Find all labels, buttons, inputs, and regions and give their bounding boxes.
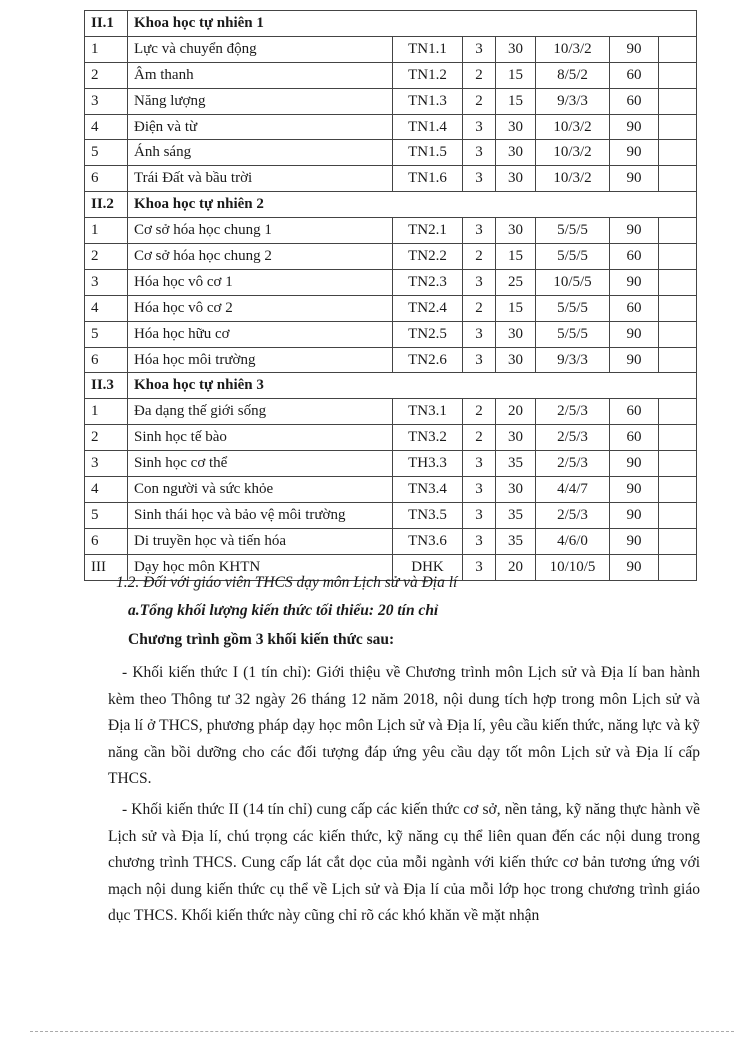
paragraph-block-ii: - Khối kiến thức II (14 tín chỉ) cung cấp các kiến thức cơ sở, nền tảng, kỹ năng thực hành về Lịch sử và Địa lí, chú trọng các kiến thức, kỹ năng cụ thể liên quan đến các nội dung trong chương trình THCS. Cung cấp lát cắt dọc của mỗi ngành với kiến thức cơ bản tương ứng với mạch nội dung kiến thức cụ thể về Lịch sử và Địa lí của mỗi lớp học trong chương trình giáo dục THCS. Khối kiến thức này cũng chỉ rõ các khó khăn về mặt nhận [108, 800, 700, 925]
hours-distribution: 4/4/7 [536, 477, 610, 503]
hours-distribution: 10/3/2 [536, 140, 610, 166]
row-number: 2 [85, 62, 128, 88]
row-number: 6 [85, 166, 128, 192]
credits: 2 [463, 399, 496, 425]
course-code: TH3.3 [393, 451, 463, 477]
section-heading-b: Chương trình gồm 3 khối kiến thức sau: [128, 631, 395, 648]
table-row [85, 218, 697, 244]
total-hours: 90 [610, 140, 659, 166]
course-code: TN2.2 [393, 244, 463, 270]
table-row [85, 451, 697, 477]
table-row [85, 88, 697, 114]
hours-distribution: 5/5/5 [536, 218, 610, 244]
hours-distribution: 10/5/5 [536, 269, 610, 295]
hours-distribution: 9/3/3 [536, 88, 610, 114]
hours: 30 [496, 425, 536, 451]
row-number: 6 [85, 347, 128, 373]
course-name: Cơ sở hóa học chung 1 [128, 218, 393, 244]
total-hours: 90 [610, 451, 659, 477]
course-code: TN1.6 [393, 166, 463, 192]
row-number: 2 [85, 425, 128, 451]
row-number: 5 [85, 140, 128, 166]
section-row [85, 192, 697, 218]
course-name: Đa dạng thế giới sống [128, 399, 393, 425]
total-hours: 90 [610, 166, 659, 192]
course-code: TN3.1 [393, 399, 463, 425]
hours: 20 [496, 554, 536, 580]
empty-cell [659, 425, 697, 451]
total-hours: 60 [610, 88, 659, 114]
course-name: Dạy học môn KHTN [128, 554, 393, 580]
table-row [85, 425, 697, 451]
section-code: II.1 [85, 11, 128, 37]
course-code: DHK [393, 554, 463, 580]
hours-distribution: 10/3/2 [536, 36, 610, 62]
subheading: 1.2. Đối với giáo viên THCS dạy môn Lịch sử và Địa lí [116, 574, 458, 591]
total-hours: 60 [610, 399, 659, 425]
row-number: 3 [85, 88, 128, 114]
empty-cell [659, 114, 697, 140]
table-row [85, 140, 697, 166]
section-row [85, 373, 697, 399]
credits: 3 [463, 477, 496, 503]
course-name: Hóa học môi trường [128, 347, 393, 373]
hours-distribution: 5/5/5 [536, 321, 610, 347]
empty-cell [659, 269, 697, 295]
paragraph-block-i: - Khối kiến thức I (1 tín chỉ): Giới thiệu về Chương trình môn Lịch sử và Địa lí ban hành kèm theo Thông tư 32 ngày 26 tháng 12 năm 2018, nội dung tích hợp trong môn Lịch sử và Địa lí ở THCS, phương pháp dạy học môn Lịch sử và Địa lí, yêu cầu kiến thức, năng lực và kỹ năng cần bồi dưỡng cho các đối tượng đáp ứng yêu cầu dạy tốt môn Lịch sử và Địa lí cấp THCS. [108, 664, 700, 788]
hours-distribution: 8/5/2 [536, 62, 610, 88]
credits: 2 [463, 244, 496, 270]
hours: 30 [496, 114, 536, 140]
empty-cell [659, 140, 697, 166]
hours-distribution: 10/3/2 [536, 114, 610, 140]
empty-cell [659, 477, 697, 503]
hours-distribution: 2/5/3 [536, 399, 610, 425]
hours-distribution: 2/5/3 [536, 425, 610, 451]
section-code: II.2 [85, 192, 128, 218]
hours: 15 [496, 244, 536, 270]
course-code: TN1.5 [393, 140, 463, 166]
hours: 30 [496, 36, 536, 62]
empty-cell [659, 36, 697, 62]
row-number: 1 [85, 399, 128, 425]
row-number: 2 [85, 244, 128, 270]
hours: 30 [496, 347, 536, 373]
course-name: Hóa học vô cơ 2 [128, 295, 393, 321]
hours: 30 [496, 321, 536, 347]
row-number: 4 [85, 477, 128, 503]
section-heading-a: a.Tổng khối lượng kiến thức tối thiểu: 20 tín chỉ [128, 602, 439, 619]
credits: 3 [463, 36, 496, 62]
empty-cell [659, 451, 697, 477]
table-row [85, 399, 697, 425]
course-code: TN2.4 [393, 295, 463, 321]
hours-distribution: 4/6/0 [536, 528, 610, 554]
table-row [85, 502, 697, 528]
table-row [85, 166, 697, 192]
course-name: Ánh sáng [128, 140, 393, 166]
course-name: Con người và sức khỏe [128, 477, 393, 503]
empty-cell [659, 528, 697, 554]
hours: 15 [496, 88, 536, 114]
table-row [85, 295, 697, 321]
course-code: TN2.6 [393, 347, 463, 373]
total-hours: 90 [610, 321, 659, 347]
credits: 3 [463, 502, 496, 528]
page-bottom-rule [30, 1031, 734, 1032]
course-name: Hóa học vô cơ 1 [128, 269, 393, 295]
table-row [85, 114, 697, 140]
table-row [85, 528, 697, 554]
credits: 2 [463, 425, 496, 451]
credits: 2 [463, 62, 496, 88]
total-hours: 90 [610, 36, 659, 62]
total-hours: 90 [610, 218, 659, 244]
section-title: Khoa học tự nhiên 3 [128, 373, 697, 399]
credits: 3 [463, 528, 496, 554]
row-number: 1 [85, 218, 128, 244]
total-hours: 90 [610, 554, 659, 580]
total-hours: 90 [610, 114, 659, 140]
hours-distribution: 9/3/3 [536, 347, 610, 373]
total-hours: 90 [610, 502, 659, 528]
body-text [108, 573, 700, 930]
course-code: TN3.2 [393, 425, 463, 451]
course-code: TN1.4 [393, 114, 463, 140]
total-hours: 60 [610, 62, 659, 88]
curriculum-table [84, 10, 697, 581]
hours: 15 [496, 295, 536, 321]
section-title: Khoa học tự nhiên 1 [128, 11, 697, 37]
course-code: TN3.4 [393, 477, 463, 503]
course-code: TN1.2 [393, 62, 463, 88]
course-code: TN1.1 [393, 36, 463, 62]
row-number: 4 [85, 114, 128, 140]
row-number: 3 [85, 451, 128, 477]
course-name: Lực và chuyển động [128, 36, 393, 62]
course-name: Âm thanh [128, 62, 393, 88]
hours: 15 [496, 62, 536, 88]
row-number: 4 [85, 295, 128, 321]
course-name: Điện và từ [128, 114, 393, 140]
hours-distribution: 2/5/3 [536, 502, 610, 528]
total-hours: 90 [610, 528, 659, 554]
table-row [85, 244, 697, 270]
course-code: TN1.3 [393, 88, 463, 114]
hours: 30 [496, 218, 536, 244]
empty-cell [659, 295, 697, 321]
course-code: TN2.5 [393, 321, 463, 347]
hours: 35 [496, 451, 536, 477]
total-hours: 90 [610, 269, 659, 295]
section-row [85, 11, 697, 37]
hours-distribution: 2/5/3 [536, 451, 610, 477]
hours-distribution: 5/5/5 [536, 295, 610, 321]
section-code: II.3 [85, 373, 128, 399]
empty-cell [659, 502, 697, 528]
credits: 2 [463, 88, 496, 114]
course-name: Sinh thái học và bảo vệ môi trường [128, 502, 393, 528]
credits: 3 [463, 140, 496, 166]
credits: 3 [463, 269, 496, 295]
table-row [85, 269, 697, 295]
credits: 3 [463, 218, 496, 244]
empty-cell [659, 244, 697, 270]
credits: 3 [463, 554, 496, 580]
hours: 30 [496, 140, 536, 166]
course-name: Năng lượng [128, 88, 393, 114]
empty-cell [659, 62, 697, 88]
hours-distribution: 10/3/2 [536, 166, 610, 192]
table-row [85, 347, 697, 373]
table-row [85, 62, 697, 88]
row-number: III [85, 554, 128, 580]
hours: 25 [496, 269, 536, 295]
row-number: 6 [85, 528, 128, 554]
empty-cell [659, 218, 697, 244]
empty-cell [659, 166, 697, 192]
hours: 35 [496, 528, 536, 554]
hours: 35 [496, 502, 536, 528]
course-code: TN3.5 [393, 502, 463, 528]
hours: 30 [496, 477, 536, 503]
course-name: Hóa học hữu cơ [128, 321, 393, 347]
course-name: Sinh học cơ thể [128, 451, 393, 477]
table-row [85, 477, 697, 503]
credits: 3 [463, 114, 496, 140]
empty-cell [659, 399, 697, 425]
course-code: TN2.3 [393, 269, 463, 295]
empty-cell [659, 88, 697, 114]
credits: 3 [463, 347, 496, 373]
course-code: TN2.1 [393, 218, 463, 244]
credits: 3 [463, 451, 496, 477]
row-number: 3 [85, 269, 128, 295]
total-hours: 60 [610, 295, 659, 321]
total-hours: 90 [610, 347, 659, 373]
credits: 3 [463, 166, 496, 192]
empty-cell [659, 347, 697, 373]
hours: 20 [496, 399, 536, 425]
hours: 30 [496, 166, 536, 192]
total-hours: 60 [610, 425, 659, 451]
course-name: Di truyền học và tiến hóa [128, 528, 393, 554]
course-name: Sinh học tế bào [128, 425, 393, 451]
row-number: 1 [85, 36, 128, 62]
credits: 3 [463, 321, 496, 347]
course-name: Trái Đất và bầu trời [128, 166, 393, 192]
empty-cell [659, 321, 697, 347]
row-number: 5 [85, 321, 128, 347]
section-title: Khoa học tự nhiên 2 [128, 192, 697, 218]
credits: 2 [463, 295, 496, 321]
row-number: 5 [85, 502, 128, 528]
table-row [85, 321, 697, 347]
table-row [85, 36, 697, 62]
hours-distribution: 5/5/5 [536, 244, 610, 270]
total-hours: 60 [610, 244, 659, 270]
course-code: TN3.6 [393, 528, 463, 554]
hours-distribution: 10/10/5 [536, 554, 610, 580]
course-name: Cơ sở hóa học chung 2 [128, 244, 393, 270]
total-hours: 90 [610, 477, 659, 503]
